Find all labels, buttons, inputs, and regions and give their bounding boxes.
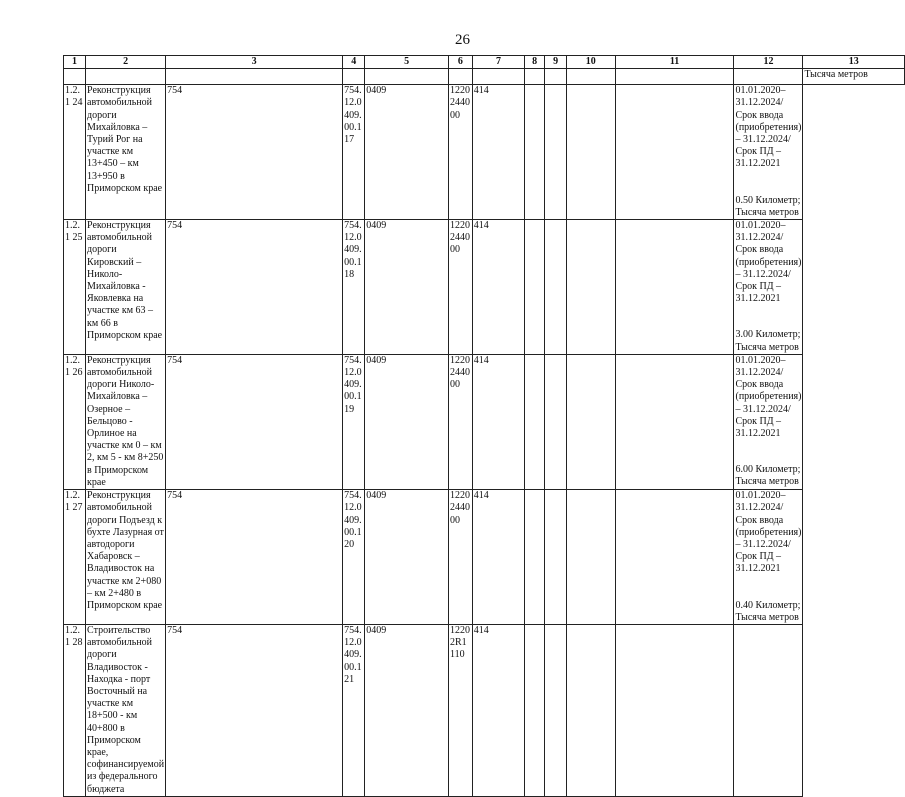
object-name: Реконструкция автомобильной дороги Кировский – Николо-Михайловка - Яковлевка на участке км 63 – км 66 в Приморском крае (86, 220, 166, 355)
col4-value: 754 (166, 624, 343, 796)
col9-empty (525, 220, 545, 355)
object-name: Реконструкция автомобильной дороги Николо-Михайловка – Озерное – Бельцово - Орлиное на участке км 0 – км 2, км 5 - км 8+250 в Приморском крае (86, 354, 166, 489)
col7-code: 1220244000 (448, 220, 472, 355)
column-header-3: 3 (166, 56, 343, 69)
col13-term (734, 490, 803, 625)
row-number: 1.2.1 24 (64, 85, 86, 220)
col12-empty (615, 220, 734, 355)
col4-value: 754 (166, 490, 343, 625)
column-number-row (64, 56, 905, 69)
col7-code: 1220244000 (448, 490, 472, 625)
col13-term (734, 220, 803, 355)
table-row (64, 624, 905, 796)
col10-empty (545, 490, 567, 625)
column-header-4: 4 (343, 56, 365, 69)
col4-value: 754 (166, 85, 343, 220)
column-header-7: 7 (472, 56, 524, 69)
col9-empty (525, 354, 545, 489)
object-name: Реконструкция автомобильной дороги Подъезд к бухте Лазурная от автодороги Хабаровск – Владивосток на участке км 2+080 – км 2+480 в Приморском крае (86, 490, 166, 625)
col13-term (734, 354, 803, 489)
col8-value: 414 (472, 85, 524, 220)
col12-empty (615, 624, 734, 796)
table-row (64, 220, 905, 355)
col7-code: 1220244000 (448, 354, 472, 489)
table-row (64, 85, 905, 220)
col8-value: 414 (472, 624, 524, 796)
col10-empty (545, 85, 567, 220)
object-name: Реконструкция автомобильной дороги Михайловка – Турий Рог на участке км 13+450 – км 13+950 в Приморском крае (86, 85, 166, 220)
col7-code: 1220244000 (448, 85, 472, 220)
col5-code: 754.12.0409.00.117 (343, 85, 365, 220)
col5-code: 754.12.0409.00.120 (343, 490, 365, 625)
col7-code: 12202R1110 (448, 624, 472, 796)
continuation-row (64, 69, 905, 85)
term-amount: 3.00 Километр; Тысяча метров (735, 329, 801, 353)
col9-empty (525, 85, 545, 220)
col12-empty (615, 354, 734, 489)
col5-code: 754.12.0409.00.119 (343, 354, 365, 489)
col4-value: 754 (166, 354, 343, 489)
col13-term (734, 85, 803, 220)
table-body (64, 56, 905, 797)
column-header-6: 6 (448, 56, 472, 69)
column-header-8: 8 (525, 56, 545, 69)
column-header-9: 9 (545, 56, 567, 69)
column-header-2: 2 (86, 56, 166, 69)
term-period: 01.01.2020–31.12.2024/ Срок ввода (приобретения) – 31.12.2024/ Срок ПД – 31.12.2021 (735, 354, 802, 440)
term-period: 01.01.2020–31.12.2024/ Срок ввода (приобретения) – 31.12.2024/ Срок ПД – 31.12.2021 (735, 85, 802, 170)
col6-value: 0409 (365, 220, 449, 355)
object-name: Строительство автомобильной дороги Владивосток - Находка - порт Восточный на участке км 18+500 - км 40+800 в Приморском крае, софинансируемой из федерального бюджета (87, 624, 165, 795)
continuation-unit: Тысяча метров (803, 69, 905, 85)
col5-code: 754.12.0409.00.121 (343, 624, 365, 796)
term-period: 01.01.2020–31.12.2024/ Срок ввода (приобретения) – 31.12.2024/ Срок ПД – 31.12.2021 (735, 490, 802, 575)
col11-empty (566, 490, 615, 625)
col10-empty (545, 624, 567, 796)
col6-value: 0409 (365, 354, 449, 489)
table-row (64, 354, 905, 489)
table-row (64, 490, 905, 625)
column-header-11: 11 (615, 56, 734, 69)
col6-value: 0409 (365, 85, 449, 220)
term-amount: 0.40 Километр; Тысяча метров (735, 599, 801, 623)
col8-value: 414 (472, 490, 524, 625)
col11-empty (566, 354, 615, 489)
term-amount: 6.00 Километр; Тысяча метров (735, 464, 801, 488)
col8-value: 414 (472, 354, 524, 489)
col12-empty (615, 85, 734, 220)
col11-empty (566, 85, 615, 220)
col13-term (734, 624, 803, 796)
column-header-1: 1 (64, 56, 86, 69)
col11-empty (566, 220, 615, 355)
col6-value: 0409 (365, 624, 449, 796)
col11-empty (566, 624, 615, 796)
term-period: 01.01.2020–31.12.2024/ Срок ввода (приобретения) – 31.12.2024/ Срок ПД – 31.12.2021 (735, 220, 802, 305)
row-number: 1.2.1 28 (64, 624, 86, 796)
column-header-13: 13 (803, 56, 905, 69)
col4-value: 754 (166, 220, 343, 355)
column-header-12: 12 (734, 56, 803, 69)
row-number: 1.2.1 25 (64, 220, 86, 355)
col9-empty (525, 490, 545, 625)
col5-code: 754.12.0409.00.118 (343, 220, 365, 355)
page-number: 26 (455, 32, 470, 48)
budget-table (63, 55, 905, 797)
column-header-10: 10 (566, 56, 615, 69)
row-number: 1.2.1 26 (64, 354, 86, 489)
row-number: 1.2.1 27 (64, 490, 86, 625)
col6-value: 0409 (365, 490, 449, 625)
col10-empty (545, 220, 567, 355)
column-header-5: 5 (365, 56, 449, 69)
term-amount: 0.50 Километр; Тысяча метров (735, 194, 801, 218)
col10-empty (545, 354, 567, 489)
col8-value: 414 (472, 220, 524, 355)
col12-empty (615, 490, 734, 625)
col9-empty (525, 624, 545, 796)
